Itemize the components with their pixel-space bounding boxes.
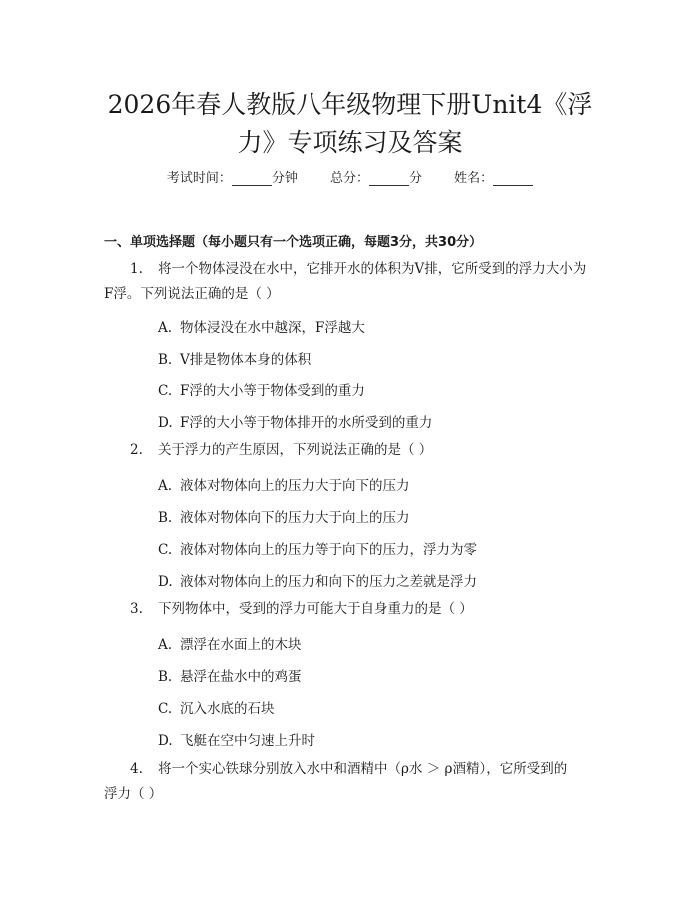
option-text: 物体浸没在水中越深，F浮越大	[180, 320, 365, 336]
name-label: 姓名：	[454, 171, 494, 186]
option-text: 液体对物体向上的压力大于向下的压力	[180, 478, 410, 494]
option-letter: B.	[158, 510, 173, 526]
question-text: 将一个实心铁球分别放入水中和酒精中（ρ水 ＞ ρ酒精），它所受到的	[158, 761, 568, 777]
question-text-cont: F浮。下列说法正确的是（ ）	[104, 286, 280, 302]
option-2b	[158, 506, 410, 526]
option-text: 悬浮在盐水中的鸡蛋	[180, 669, 302, 685]
option-letter: C.	[158, 701, 173, 717]
time-label: 考试时间：	[166, 171, 232, 186]
option-3d	[158, 729, 315, 749]
option-letter: D.	[158, 574, 173, 590]
title-line-1: 2026年春人教版八年级物理下册Unit4《浮	[107, 90, 593, 119]
option-letter: D.	[158, 415, 173, 431]
total-score	[330, 171, 422, 186]
option-1a	[158, 316, 365, 336]
score-blank	[369, 185, 409, 186]
option-letter: A.	[158, 478, 173, 494]
question-3	[104, 597, 604, 622]
option-text: 沉入水底的石块	[180, 701, 275, 717]
question-number: 2.	[130, 442, 143, 458]
option-letter: D.	[158, 733, 173, 749]
option-3c	[158, 697, 275, 717]
question-number: 4.	[130, 761, 143, 777]
option-letter: A.	[158, 320, 173, 336]
option-text: 漂浮在水面上的木块	[180, 637, 302, 653]
option-3a	[158, 633, 302, 653]
option-1b	[158, 348, 311, 368]
option-text: F浮的大小等于物体受到的重力	[180, 383, 365, 399]
option-letter: A.	[158, 637, 173, 653]
question-2	[104, 438, 604, 463]
time-unit: 分钟	[271, 171, 298, 186]
title-line-2: 力》专项练习及答案	[237, 128, 463, 157]
option-text: V排是物体本身的体积	[180, 352, 312, 368]
question-1	[104, 257, 604, 307]
question-text: 将一个物体浸没在水中，它排开水的体积为V排，它所受到的浮力大小为	[158, 261, 587, 277]
option-text: 液体对物体向上的压力和向下的压力之差就是浮力	[180, 574, 477, 590]
name-blank	[493, 185, 533, 186]
question-text: 下列物体中，受到的浮力可能大于自身重力的是（ ）	[158, 601, 473, 617]
exam-info	[0, 167, 700, 186]
question-number: 3.	[130, 601, 143, 617]
option-2a	[158, 474, 410, 494]
time-blank	[232, 185, 272, 186]
question-text-cont: 浮力（ ）	[104, 786, 163, 802]
option-letter: B.	[158, 669, 173, 685]
option-3b	[158, 665, 302, 685]
option-letter: B.	[158, 352, 173, 368]
question-text: 关于浮力的产生原因，下列说法正确的是（ ）	[158, 442, 433, 458]
exam-time	[167, 171, 298, 186]
section-heading: 一、单项选择题（每小题只有一个选项正确，每题3分，共30分）	[104, 235, 483, 250]
question-4	[104, 757, 604, 807]
option-1c	[158, 379, 365, 399]
option-2d	[158, 570, 477, 590]
question-number: 1.	[130, 261, 143, 277]
option-1d	[158, 411, 432, 431]
option-text: F浮的大小等于物体排开的水所受到的重力	[180, 415, 433, 431]
document-title	[60, 86, 640, 162]
option-letter: C.	[158, 383, 173, 399]
option-text: 液体对物体向下的压力大于向上的压力	[180, 510, 410, 526]
option-text: 飞艇在空中匀速上升时	[180, 733, 315, 749]
option-2c	[158, 538, 477, 558]
option-text: 液体对物体向上的压力等于向下的压力，浮力为零	[180, 542, 477, 558]
student-name	[454, 171, 533, 186]
option-letter: C.	[158, 542, 173, 558]
score-unit: 分	[409, 171, 423, 186]
score-label: 总分：	[329, 171, 369, 186]
